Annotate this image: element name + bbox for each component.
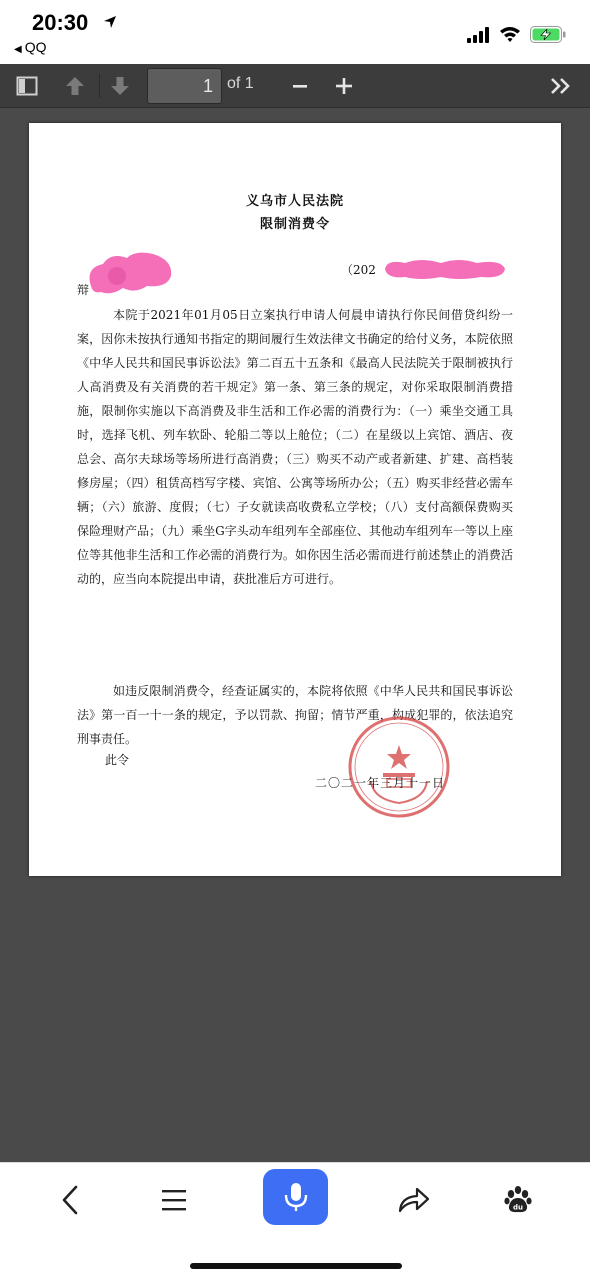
back-app-label: QQ — [24, 39, 47, 55]
menu-icon — [160, 1188, 188, 1212]
status-bar — [0, 0, 590, 64]
previous-page-button[interactable] — [61, 72, 89, 100]
page-number-input[interactable]: 1 — [147, 68, 222, 104]
voice-search-button[interactable] — [263, 1169, 328, 1225]
status-time: 20:30 — [32, 10, 89, 35]
court-seal-stamp — [347, 715, 451, 819]
zoom-in-button[interactable] — [330, 72, 358, 100]
minus-icon — [292, 78, 308, 94]
sidebar-toggle-button[interactable] — [13, 72, 41, 100]
order-paragraph-2: 如违反限制消费令，经查证属实的，本院将依照《中华人民共和国民事诉讼法》第一百一十一条的规定，予以罚款、拘留；情节严重，构成犯罪的，依法追究刑事责任。 — [77, 684, 513, 746]
cellular-signal-icon — [467, 27, 491, 43]
sidebar-toggle-icon — [16, 76, 38, 96]
redaction-scribble — [83, 248, 177, 298]
arrow-down-icon — [109, 75, 131, 97]
document-date: 二〇二一年三月十一日 — [315, 776, 446, 790]
court-name: 义乌市人民法院 — [245, 194, 344, 209]
next-page-button[interactable] — [106, 72, 134, 100]
plus-icon — [335, 77, 353, 95]
wifi-icon — [499, 25, 521, 43]
more-tools-button[interactable] — [547, 72, 575, 100]
redaction-scribble — [381, 255, 509, 283]
toolbar-separator — [99, 74, 100, 98]
share-button[interactable] — [394, 1180, 434, 1220]
back-to-app-link[interactable] — [14, 39, 46, 55]
back-triangle-icon: ◀ — [14, 44, 22, 55]
order-paragraph-1: 本院于2021年01月05日立案执行申请人何晨申请执行你民间借贷纠纷一案，因你未按执行通知书指定的期间履行生效法律文书确定的给付义务，本院依照《中华人民共和国民事诉讼法》第二百五十五条和《最高人民法院关于限制被执行人高消费及有关消费的若干规定》第一条、第三条的规定，对你采取限制消费措施，限制你实施以下高消费及非生活和工作必需的消费行为：（一）乘坐交通工具时，选择飞机、列车软卧、轮船二等以上舱位；（二）在星级以上宾馆、酒店、夜总会、高尔夫球场等场所进行高消费；（三）购买不动产或者新建、扩建、高档装修房屋；（四）租赁高档写字楼、宾馆、公寓等场所办公；（五）购买非经营必需车辆；（六）旅游、度假；（七）子女就读高收费私立学校；（八）支付高额保费购买保险理财产品；（九）乘坐G字头动车组列车全部座位、其他动车组列车一等以上座位等其他非生活和工作必需的消费行为。如你因生活必需而进行前述禁止的消费活动的，应当向本院提出申请，获批准后方可进行。 — [77, 308, 513, 586]
menu-button[interactable] — [154, 1180, 194, 1220]
baidu-button[interactable] — [498, 1180, 538, 1220]
microphone-icon — [283, 1181, 309, 1213]
back-button[interactable] — [50, 1180, 90, 1220]
baidu-paw-icon — [503, 1185, 533, 1215]
svg-text:du: du — [513, 1203, 523, 1212]
share-arrow-icon — [397, 1186, 431, 1214]
document-type-title: 限制消费令 — [259, 217, 330, 232]
home-indicator — [190, 1263, 402, 1269]
addressee: 辩 — [77, 283, 90, 297]
arrow-up-icon — [64, 75, 86, 97]
battery-charging-icon — [530, 26, 566, 43]
browser-bottom-bar — [0, 1162, 590, 1278]
document-page — [29, 123, 561, 876]
pdf-toolbar — [0, 64, 590, 108]
page-count-label: of 1 — [227, 75, 254, 92]
double-chevron-right-icon — [550, 77, 572, 95]
case-number: （202 — [341, 263, 376, 277]
zoom-out-button[interactable] — [286, 72, 314, 100]
location-arrow-icon — [103, 15, 117, 29]
closing-line: 此令 — [105, 753, 130, 767]
chevron-left-icon — [60, 1185, 80, 1215]
